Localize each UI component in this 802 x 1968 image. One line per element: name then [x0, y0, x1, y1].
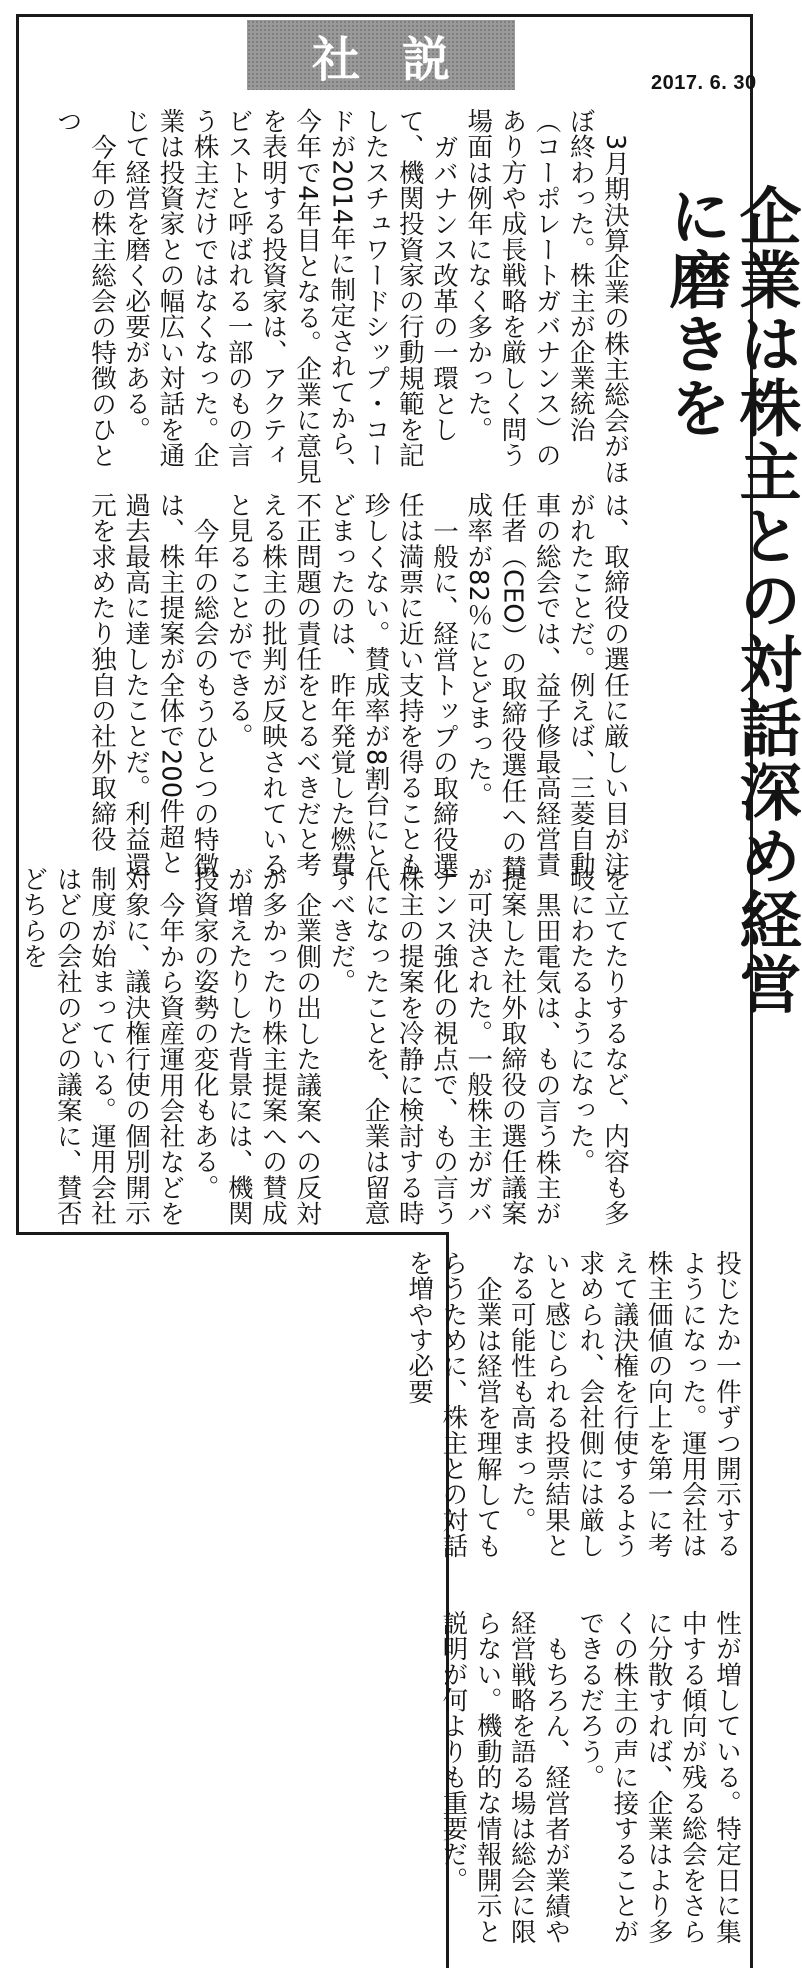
body-column-5 [438, 1610, 744, 1950]
paragraph: ガバナンス改革の一環として、機関投資家の行動規範を記したスチュワードシップ・コードが2014年に制定されてから、今年で4年目となる。企業に意見を表明する投資家は、アクティビストと呼ばれる一部のもの言う株主だけではなくなった。企業は投資家との幅広い対話を通じて経営を磨く必要がある。 [121, 108, 459, 485]
paragraph: 黒田電気は、もの言う株主が提案した社外取締役の選任議案が可決された。一般株主がガバナンス強化の視点で、もの言う株主の提案を冷静に検討する時代になったことを、企業は留意すべきだ。 [326, 866, 562, 1226]
paragraph: 今年の株主総会の特徴のひとつ [52, 108, 117, 468]
body-column-2 [24, 492, 632, 882]
paragraph: 一般に、経営トップの取締役選任は満票に近い支持を得ることも珍しくない。賛成率が8割台にとどまったのは、昨年発覚した燃費不正問題の責任をとるべきだと考える株主の批判が反映されていると見ることができる。 [223, 492, 459, 878]
body-column-3 [18, 866, 632, 1246]
paragraph: 企業側の出した議案への反対が多かったり株主提案への賛成が増えたりした背景には、機関投資家の姿勢の変化もある。 [189, 866, 323, 1226]
paragraph: を立てたりするなど、内容も多岐にわたるようになった。 [565, 866, 630, 1226]
publication-date: 2017. 6. 30 [651, 72, 757, 94]
paragraph: 今年から資産運用会社などを対象に、議決権行使の個別開示制度が始まっている。運用会社はどの会社のどの議案に、賛否どちらを [18, 866, 186, 1226]
paragraph: 企業は経営を理解してもらうために、株主との対話を増やす必要 [404, 1250, 503, 1559]
column-block-1 [51, 108, 632, 488]
body-column-4 [404, 1250, 744, 1580]
paragraph: もちろん、経営者が業績や経営戦略を語る場は総会に限らない。機動的な情報開示と説明が何よりも重要だ。 [438, 1610, 571, 1945]
headline: 企業は株主との対話深め経営に磨きを [659, 184, 802, 1016]
top-rule [18, 14, 752, 17]
editorial-masthead [247, 20, 515, 90]
masthead-title: 社説 [311, 31, 492, 88]
paragraph: 今年の総会のもうひとつの特徴は、株主提案が全体で200件超と過去最高に達したことだ。利益還元を求めたり独自の社外取締役 [86, 492, 220, 878]
paragraph: 3月期決算企業の株主総会がほぼ終わった。株主が企業統治（コーポレートガバナンス）のあり方や成長戦略を厳しく問う場面は例年になく多かった。 [463, 108, 630, 485]
paragraph: 投じたか一件ずつ開示するようになった。運用会社は株主価値の向上を第一に考えて議決権を行使するよう求められ、会社側には厳しいと感じられる投票結果となる可能性も高まった。 [506, 1250, 742, 1559]
paragraph: は、取締役の選任に厳しい目が注がれたことだ。例えば、三菱自動車の総会では、益子修最高経営責任者（CEO）の取締役選任への賛成率が82％にとどまった。 [463, 492, 630, 881]
paragraph: 性が増している。特定日に集中する傾向が残る総会をさらに分散すれば、企業はより多くの株主の声に接することができるだろう。 [575, 1610, 742, 1945]
